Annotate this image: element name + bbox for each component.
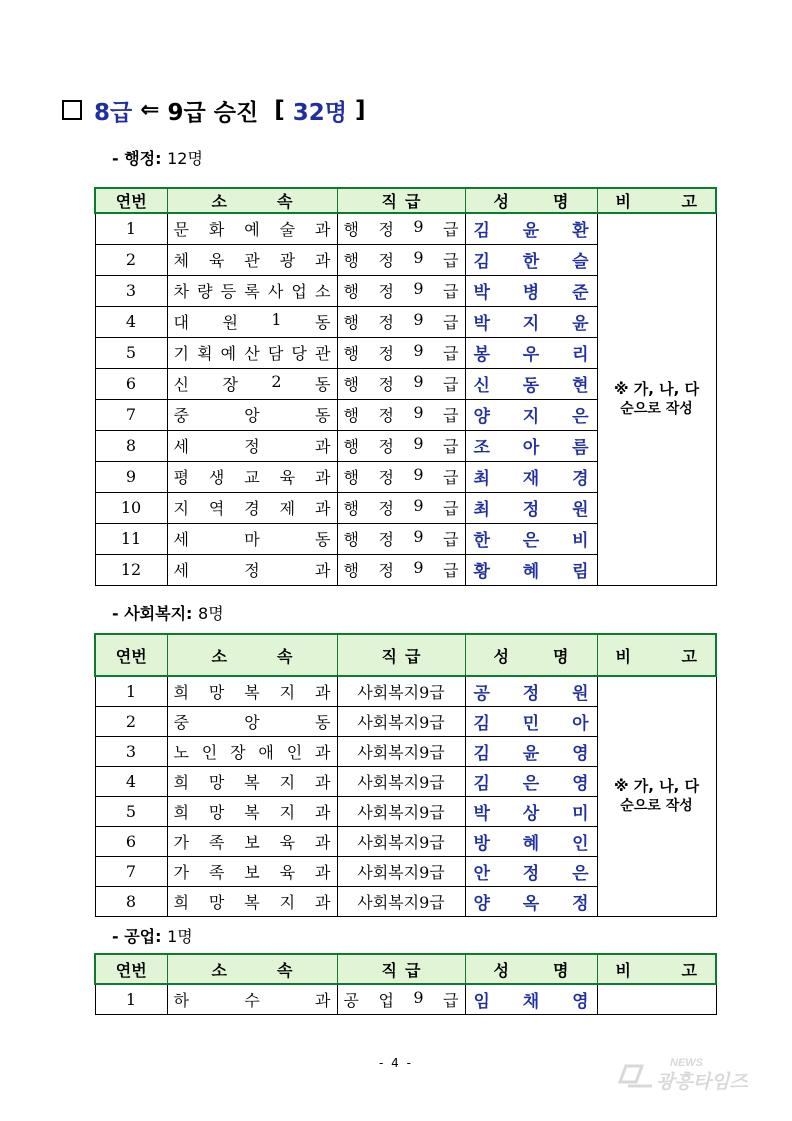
rank-cell: 행 정 9 급 bbox=[337, 523, 465, 554]
row-number: 7 bbox=[95, 399, 167, 430]
welfare-header-dept: 소 속 bbox=[167, 634, 337, 676]
name-cell: 최 재 경 bbox=[465, 461, 597, 492]
welfare-header-note: 비 고 bbox=[597, 634, 716, 676]
department-cell: 희 망 복 지 과 bbox=[167, 886, 337, 916]
name-cell: 황 혜 림 bbox=[465, 554, 597, 585]
row-number: 1 bbox=[95, 984, 167, 1014]
rank-cell: 행 정 9 급 bbox=[337, 461, 465, 492]
department-cell: 노 인 장 애 인 과 bbox=[167, 736, 337, 766]
remarks-line-2: 순으로 작성 bbox=[620, 798, 693, 815]
newspaper-watermark-logo bbox=[612, 1052, 772, 1096]
department-cell: 기 획 예 산 담 당 관 bbox=[167, 337, 337, 368]
department-cell: 신 장 2 동 bbox=[167, 368, 337, 399]
department-cell: 희 망 복 지 과 bbox=[167, 796, 337, 826]
admin-label: - 행정: bbox=[112, 149, 162, 168]
row-number: 12 bbox=[95, 554, 167, 585]
public-works-subheading bbox=[112, 924, 193, 947]
row-number: 5 bbox=[95, 337, 167, 368]
department-cell: 희 망 복 지 과 bbox=[167, 766, 337, 796]
admin-subheading bbox=[112, 146, 203, 169]
name-cell: 한 은 비 bbox=[465, 523, 597, 554]
admin-header-rank: 직 급 bbox=[337, 188, 465, 213]
department-cell: 세 정 과 bbox=[167, 554, 337, 585]
admin-table bbox=[94, 187, 717, 586]
row-number: 6 bbox=[95, 826, 167, 856]
public-works-table bbox=[94, 953, 717, 1015]
department-cell: 가 족 보 육 과 bbox=[167, 856, 337, 886]
admin-header-note: 비 고 bbox=[597, 188, 716, 213]
name-cell: 조 아 름 bbox=[465, 430, 597, 461]
name-cell: 봉 우 리 bbox=[465, 337, 597, 368]
welfare-header-rank: 직 급 bbox=[337, 634, 465, 676]
rank-cell: 행 정 9 급 bbox=[337, 244, 465, 275]
arrow-icon: ⇐ bbox=[140, 97, 160, 123]
rank-cell: 행 정 9 급 bbox=[337, 399, 465, 430]
row-number: 8 bbox=[95, 886, 167, 916]
rank-cell: 사회복지9급 bbox=[337, 676, 465, 706]
rank-cell: 사회복지9급 bbox=[337, 856, 465, 886]
name-cell: 양 지 은 bbox=[465, 399, 597, 430]
department-cell: 세 마 동 bbox=[167, 523, 337, 554]
row-number: 2 bbox=[95, 244, 167, 275]
row-number: 3 bbox=[95, 275, 167, 306]
name-cell: 김 한 슬 bbox=[465, 244, 597, 275]
bracket-close: ] bbox=[354, 97, 366, 123]
public-works-header-no: 연번 bbox=[95, 954, 167, 984]
name-cell: 양 옥 정 bbox=[465, 886, 597, 916]
rank-cell: 사회복지9급 bbox=[337, 796, 465, 826]
name-cell: 박 병 준 bbox=[465, 275, 597, 306]
welfare-table bbox=[94, 633, 717, 917]
name-cell: 박 지 윤 bbox=[465, 306, 597, 337]
table-row bbox=[95, 676, 716, 706]
rank-cell: 행 정 9 급 bbox=[337, 554, 465, 585]
bracket-open: [ bbox=[274, 97, 285, 123]
name-cell: 방 혜 인 bbox=[465, 826, 597, 856]
rank-cell: 행 정 9 급 bbox=[337, 275, 465, 306]
page-number: - 4 - bbox=[379, 1056, 413, 1070]
admin-count: 12명 bbox=[167, 149, 203, 168]
welfare-header-name: 성 명 bbox=[465, 634, 597, 676]
row-number: 1 bbox=[95, 213, 167, 244]
public-works-label: - 공업: bbox=[112, 927, 162, 946]
table-row bbox=[95, 984, 716, 1014]
welfare-count: 8명 bbox=[198, 604, 224, 623]
rank-cell: 사회복지9급 bbox=[337, 826, 465, 856]
row-number: 4 bbox=[95, 306, 167, 337]
rank-cell: 사회복지9급 bbox=[337, 706, 465, 736]
row-number: 3 bbox=[95, 736, 167, 766]
name-cell: 임 채 영 bbox=[465, 984, 597, 1014]
department-cell: 문 화 예 술 과 bbox=[167, 213, 337, 244]
watermark-top: NEWS bbox=[670, 1057, 703, 1069]
row-number: 1 bbox=[95, 676, 167, 706]
rank-cell: 행 정 9 급 bbox=[337, 492, 465, 523]
department-cell: 평 생 교 육 과 bbox=[167, 461, 337, 492]
rank-cell: 사회복지9급 bbox=[337, 736, 465, 766]
department-cell: 세 정 과 bbox=[167, 430, 337, 461]
row-number: 10 bbox=[95, 492, 167, 523]
rank-cell: 행 정 9 급 bbox=[337, 368, 465, 399]
row-number: 11 bbox=[95, 523, 167, 554]
total-count: 32명 bbox=[292, 99, 347, 126]
section-heading bbox=[62, 92, 365, 128]
row-number: 5 bbox=[95, 796, 167, 826]
department-cell: 중 앙 동 bbox=[167, 399, 337, 430]
row-number: 7 bbox=[95, 856, 167, 886]
public-works-header-name: 성 명 bbox=[465, 954, 597, 984]
welfare-subheading bbox=[112, 601, 224, 624]
department-cell: 대 원 1 동 bbox=[167, 306, 337, 337]
rank-cell: 공 업 9 급 bbox=[337, 984, 465, 1014]
rank-cell: 행 정 9 급 bbox=[337, 337, 465, 368]
table-row bbox=[95, 213, 716, 244]
rank-cell: 행 정 9 급 bbox=[337, 430, 465, 461]
name-cell: 최 정 원 bbox=[465, 492, 597, 523]
rank-cell: 행 정 9 급 bbox=[337, 306, 465, 337]
remarks-cell bbox=[597, 213, 716, 585]
row-number: 9 bbox=[95, 461, 167, 492]
name-cell: 김 윤 환 bbox=[465, 213, 597, 244]
admin-header-dept: 소 속 bbox=[167, 188, 337, 213]
remarks-line-2: 순으로 작성 bbox=[620, 401, 693, 418]
rank-cell: 사회복지9급 bbox=[337, 766, 465, 796]
name-cell: 김 윤 영 bbox=[465, 736, 597, 766]
welfare-header-no: 연번 bbox=[95, 634, 167, 676]
department-cell: 희 망 복 지 과 bbox=[167, 676, 337, 706]
department-cell: 차 량 등 록 사 업 소 bbox=[167, 275, 337, 306]
remarks-line-1: ※ 가, 나, 다 bbox=[613, 380, 700, 399]
public-works-header-rank: 직 급 bbox=[337, 954, 465, 984]
target-grade: 8급 bbox=[94, 99, 133, 126]
department-cell: 하 수 과 bbox=[167, 984, 337, 1014]
public-works-header-note: 비 고 bbox=[597, 954, 716, 984]
row-number: 8 bbox=[95, 430, 167, 461]
watermark-bottom: 광흥타임즈 bbox=[656, 1071, 748, 1093]
name-cell: 박 상 미 bbox=[465, 796, 597, 826]
public-works-count: 1명 bbox=[167, 927, 193, 946]
remarks-cell bbox=[597, 676, 716, 916]
source-grade: 9급 승진 bbox=[167, 99, 259, 126]
department-cell: 가 족 보 육 과 bbox=[167, 826, 337, 856]
public-works-header-dept: 소 속 bbox=[167, 954, 337, 984]
department-cell: 중 앙 동 bbox=[167, 706, 337, 736]
admin-header-no: 연번 bbox=[95, 188, 167, 213]
remarks-line-1: ※ 가, 나, 다 bbox=[613, 777, 700, 796]
checkbox-square-icon bbox=[62, 100, 82, 120]
name-cell: 김 은 영 bbox=[465, 766, 597, 796]
department-cell: 체 육 관 광 과 bbox=[167, 244, 337, 275]
admin-header-name: 성 명 bbox=[465, 188, 597, 213]
row-number: 4 bbox=[95, 766, 167, 796]
name-cell: 공 정 원 bbox=[465, 676, 597, 706]
row-number: 2 bbox=[95, 706, 167, 736]
name-cell: 김 민 아 bbox=[465, 706, 597, 736]
rank-cell: 행 정 9 급 bbox=[337, 213, 465, 244]
row-number: 6 bbox=[95, 368, 167, 399]
name-cell: 안 정 은 bbox=[465, 856, 597, 886]
rank-cell: 사회복지9급 bbox=[337, 886, 465, 916]
name-cell: 신 동 현 bbox=[465, 368, 597, 399]
department-cell: 지 역 경 제 과 bbox=[167, 492, 337, 523]
welfare-label: - 사회복지: bbox=[112, 604, 193, 623]
remarks-cell bbox=[597, 984, 716, 1014]
